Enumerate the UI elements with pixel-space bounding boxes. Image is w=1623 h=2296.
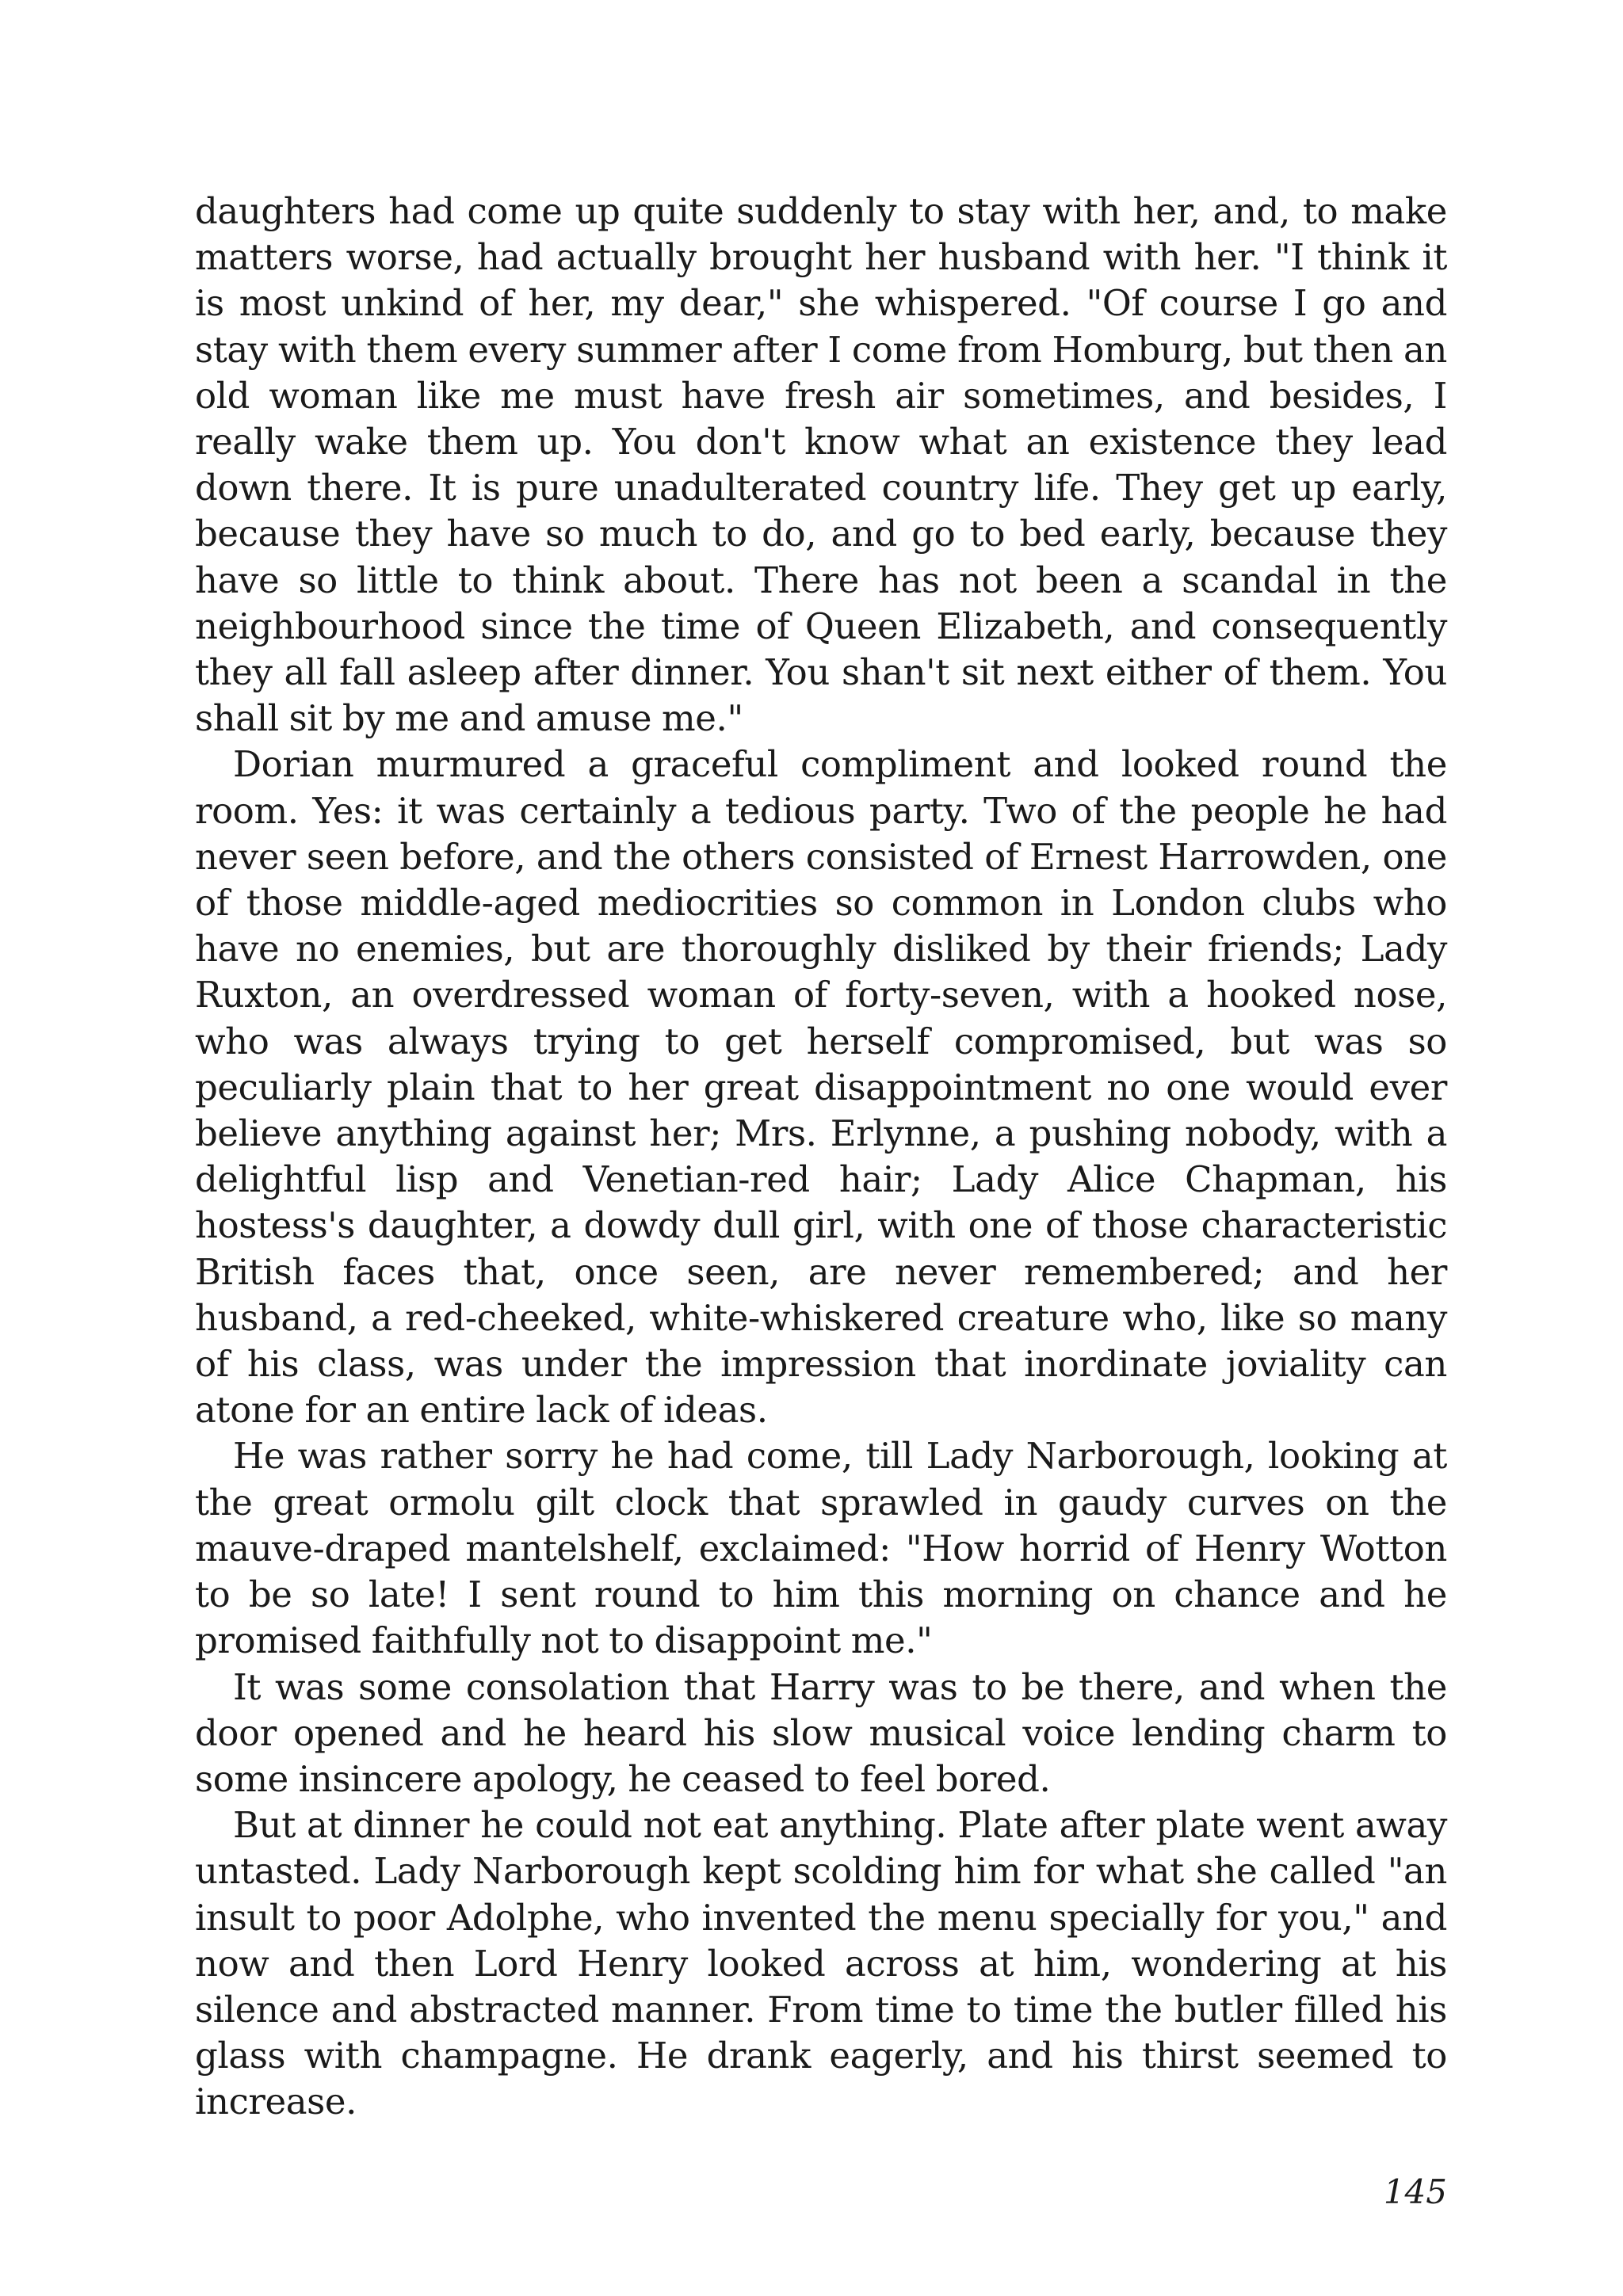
paragraph: daughters had come up quite suddenly to stay with her, and, to make matters worse, had actually brought her husband with her. "I think it is most unkind of her, my dear," she whispered. "Of course I go and stay with them every summer after I come from Homburg, but then an old woman like me must have fresh air sometimes, and besides, I really wake them up. You don't know what an existence they lead down there. It is pure unadulterated country life. They get up early, because they have so much to do, and go to bed early, because they have so little to think about. There has not been a scandal in the neighbourhood since the time of Queen Elizabeth, and consequently they all fall asleep after dinner. You shan't sit next either of them. You shall sit by me and amuse me." [195,190,1447,740]
paragraph: Dorian murmured a graceful compliment and looked round the room. Yes: it was certainly a tedious party. Two of the people he had never seen before, and the others consisted of Ernest Harrowden, one of those middle-aged mediocrities so common in London clubs who have no enemies, but are thoroughly disliked by their friends; Lady Ruxton, an overdressed woman of forty-seven, with a hooked nose, who was always trying to get herself compromised, but was so peculiarly plain that to her great disappointment no one would ever believe anything against her; Mrs. Erlynne, a pushing nobody, with a delightful lisp and Venetian-red hair; Lady Alice Chapman, his hostess's daughter, a dowdy dull girl, with one of those characteristic British faces that, once seen, are never remembered; and her husband, a red-cheeked, white-whiskered creature who, like so many of his class, was under the impression that inordinate joviality can atone for an entire lack of ideas. [195,743,1447,1432]
page-number: 145 [1383,2172,1447,2211]
page-body [195,189,1447,2126]
paragraph: But at dinner he could not eat anything. Plate after plate went away untasted. Lady Narborough kept scolding him for what she called "an insult to poor Adolphe, who invented the menu specially for you," and now and then Lord Henry looked across at him, wondering at his silence and abstracted manner. From time to time the butler filled his glass with champagne. He drank eagerly, and his thirst seemed to increase. [195,1804,1447,2123]
paragraph: He was rather sorry he had come, till Lady Narborough, looking at the great ormolu gilt clock that sprawled in gaudy curves on the mauve-draped mantelshelf, exclaimed: "How horrid of Henry Wotton to be so late! I sent round to him this morning on chance and he promised faithfully not to disappoint me." [195,1435,1447,1662]
paragraph: It was some consolation that Harry was to be there, and when the door opened and he heard his slow musical voice lending charm to some insincere apology, he ceased to feel bored. [195,1665,1447,1800]
